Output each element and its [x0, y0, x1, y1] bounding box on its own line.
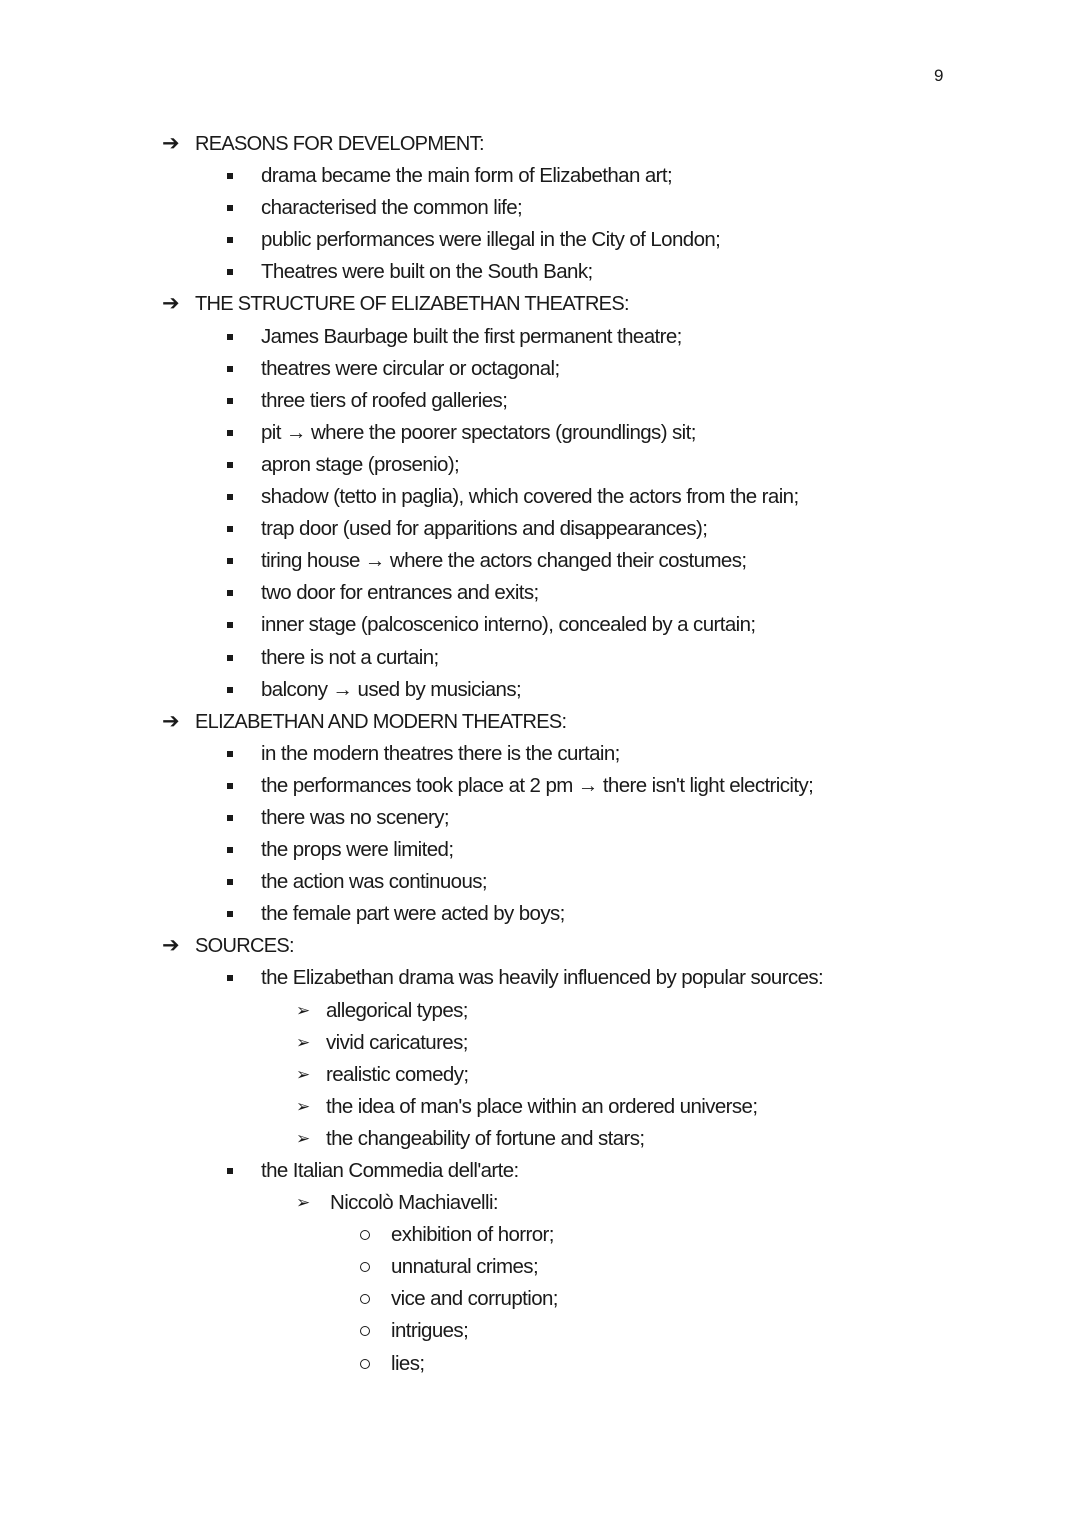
- chevron-right-icon: ➢: [296, 1128, 311, 1148]
- square-bullet-icon: [227, 687, 233, 693]
- section-heading-modern: [0, 706, 1080, 738]
- list-item-text: the props were limited;: [261, 838, 454, 862]
- list-item: [0, 449, 1080, 481]
- square-bullet-icon: [227, 269, 233, 275]
- list-item: [0, 962, 1080, 994]
- square-bullet-icon: [227, 462, 233, 468]
- sub-sub-list-item-text: exhibition of horror;: [391, 1223, 554, 1247]
- list-item: [0, 738, 1080, 770]
- list-item-text: two door for entrances and exits;: [261, 581, 539, 605]
- square-bullet-icon: [227, 590, 233, 596]
- chevron-right-icon: ➢: [296, 1096, 311, 1116]
- list-item-text: public performances were illegal in the City of London;: [261, 228, 721, 252]
- list-item: [0, 1155, 1080, 1187]
- list-item: [0, 513, 1080, 545]
- list-item-text: three tiers of roofed galleries;: [261, 388, 508, 412]
- list-item-text: apron stage (prosenio);: [261, 452, 460, 476]
- list-item-text: the Italian Commedia dell'arte:: [261, 1159, 519, 1182]
- sub-list-item: [0, 995, 1080, 1027]
- square-bullet-icon: [227, 1168, 233, 1174]
- chevron-right-icon: ➢: [296, 1000, 311, 1020]
- list-item-text: trap door (used for apparitions and disappearances);: [261, 517, 708, 541]
- list-item-text: Theatres were built on the South Bank;: [261, 260, 593, 284]
- circle-bullet-icon: [360, 1294, 370, 1304]
- heading-text: REASONS FOR DEVELOPMENT:: [195, 133, 484, 155]
- list-item-text: the Elizabethan drama was heavily influenced by popular sources:: [261, 966, 824, 990]
- list-item-text: in the modern theatres there is the curtain;: [261, 741, 620, 765]
- sub-list-item: [0, 1091, 1080, 1123]
- sub-sub-list-item: [0, 1219, 1080, 1251]
- chevron-right-icon: ➢: [296, 1032, 311, 1052]
- chevron-right-icon: ➢: [296, 1064, 311, 1084]
- list-item-text: theatres were circular or octagonal;: [261, 356, 560, 380]
- square-bullet-icon: [227, 783, 233, 789]
- square-bullet-icon: [227, 205, 233, 211]
- square-bullet-icon: [227, 237, 233, 243]
- list-item-text: shadow (tetto in paglia), which covered the actors from the rain;: [261, 485, 799, 509]
- list-item-text: the action was continuous;: [261, 870, 487, 894]
- list-item: [0, 385, 1080, 417]
- list-item: [0, 321, 1080, 353]
- square-bullet-icon: [227, 334, 233, 340]
- square-bullet-icon: [227, 366, 233, 372]
- list-item: [0, 609, 1080, 641]
- list-item-text: inner stage (palcoscenico interno), concealed by a curtain;: [261, 613, 756, 637]
- list-item-text: there was no scenery;: [261, 805, 449, 829]
- list-item-text: James Baurbage built the first permanent theatre;: [261, 324, 682, 348]
- section-heading-reasons: [0, 128, 1080, 160]
- list-item-text: the female part were acted by boys;: [261, 902, 565, 926]
- list-item-text: there is not a curtain;: [261, 645, 439, 669]
- square-bullet-icon: [227, 751, 233, 757]
- chevron-right-icon: ➢: [296, 1193, 311, 1213]
- circle-bullet-icon: [360, 1262, 370, 1272]
- list-item-text: pit → where the poorer spectators (groundlings) sit;: [261, 420, 696, 444]
- sub-list-item-text: Niccolò Machiavelli:: [330, 1191, 499, 1215]
- list-item-text: tiring house → where the actors changed their costumes;: [261, 549, 747, 573]
- section-heading-structure: [0, 288, 1080, 320]
- square-bullet-icon: [227, 430, 233, 436]
- sub-list-item-text: vivid caricatures;: [326, 1030, 468, 1054]
- arrow-right-icon: ➔: [162, 132, 180, 155]
- list-item-text: characterised the common life;: [261, 196, 523, 220]
- square-bullet-icon: [227, 879, 233, 885]
- square-bullet-icon: [227, 526, 233, 532]
- list-item: [0, 834, 1080, 866]
- circle-bullet-icon: [360, 1359, 370, 1369]
- list-item: [0, 417, 1080, 449]
- square-bullet-icon: [227, 622, 233, 628]
- list-item: [0, 577, 1080, 609]
- list-item: [0, 160, 1080, 192]
- square-bullet-icon: [227, 815, 233, 821]
- list-item: [0, 802, 1080, 834]
- list-item: [0, 481, 1080, 513]
- sub-sub-list-item: [0, 1251, 1080, 1283]
- square-bullet-icon: [227, 911, 233, 917]
- arrow-right-icon: ➔: [162, 709, 180, 733]
- sub-sub-list-item-text: vice and corruption;: [391, 1287, 558, 1311]
- list-item-text: the performances took place at 2 pm → there isn't light electricity;: [261, 773, 814, 797]
- list-item: [0, 642, 1080, 674]
- section-heading-sources: [0, 930, 1080, 962]
- heading-text: ELIZABETHAN AND MODERN THEATRES:: [195, 710, 567, 733]
- list-item: [0, 545, 1080, 577]
- list-item: [0, 256, 1080, 288]
- document-body: [0, 128, 1080, 1380]
- arrow-right-icon: ➔: [162, 292, 180, 316]
- list-item: [0, 224, 1080, 256]
- list-item: [0, 674, 1080, 706]
- sub-list-item: [0, 1187, 1080, 1219]
- list-item: [0, 898, 1080, 930]
- square-bullet-icon: [227, 494, 233, 500]
- sub-sub-list-item-text: intrigues;: [391, 1319, 469, 1343]
- page-number: 9: [934, 66, 944, 85]
- sub-list-item: [0, 1027, 1080, 1059]
- sub-sub-list-item: [0, 1348, 1080, 1380]
- square-bullet-icon: [227, 558, 233, 564]
- sub-list-item: [0, 1123, 1080, 1155]
- heading-text: THE STRUCTURE OF ELIZABETHAN THEATRES:: [195, 293, 629, 316]
- list-item-text: drama became the main form of Elizabethan art;: [261, 164, 673, 188]
- square-bullet-icon: [227, 398, 233, 404]
- list-item-text: balcony → used by musicians;: [261, 677, 522, 701]
- arrow-right-icon: ➔: [162, 934, 180, 958]
- sub-list-item-text: allegorical types;: [326, 998, 468, 1022]
- sub-sub-list-item: [0, 1283, 1080, 1315]
- list-item: [0, 353, 1080, 385]
- sub-sub-list-item-text: unnatural crimes;: [391, 1255, 539, 1279]
- sub-list-item: [0, 1059, 1080, 1091]
- square-bullet-icon: [227, 655, 233, 661]
- sub-list-item-text: the changeability of fortune and stars;: [326, 1126, 645, 1150]
- sub-sub-list-item-text: lies;: [391, 1351, 425, 1375]
- circle-bullet-icon: [360, 1230, 370, 1240]
- heading-text: SOURCES:: [195, 935, 294, 958]
- list-item: [0, 866, 1080, 898]
- square-bullet-icon: [227, 975, 233, 981]
- list-item: [0, 192, 1080, 224]
- list-item: [0, 770, 1080, 802]
- sub-list-item-text: the idea of man's place within an ordered universe;: [326, 1094, 758, 1118]
- square-bullet-icon: [227, 173, 233, 179]
- sub-sub-list-item: [0, 1315, 1080, 1347]
- circle-bullet-icon: [360, 1326, 370, 1336]
- square-bullet-icon: [227, 847, 233, 853]
- sub-list-item-text: realistic comedy;: [326, 1062, 469, 1086]
